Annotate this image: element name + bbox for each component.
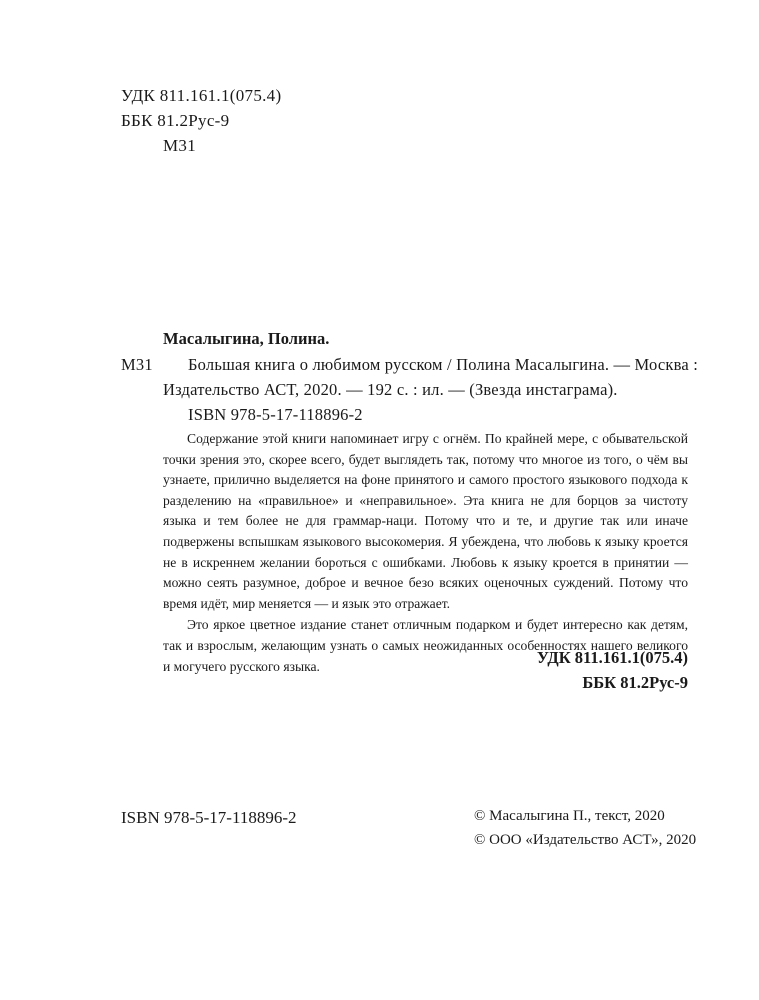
header-udk: УДК 811.161.1(075.4) [121,86,282,105]
annotation-paragraph-1: Содержание этой книги напоминает игру с огнём. По крайней мере, с обывательской точки зрения это, скорее всего, будет выглядеть так, потому что многое из того, о чём вы узнаете, прилично выделяется на фоне принятого и самого простого языкового подхода к разделению на «правильное» и «неправильное». Эта книга не для борцов за чистоту языка и тем более не для граммар-наци. Потому что и те, и другие так или иначе подвержены вспышкам языкового высокомерия. Я убеждена, что любовь к языку кроется не в искреннем желании бороться с ошибками. Любовь к языку кроется в принятии — можно сеять разумное, доброе и вечное безо всяких оценочных суждений. Потому что время идёт, мир меняется — и язык это отражает. [163,431,688,611]
record-title-line-2: Издательство АСТ, 2020. — 192 с. : ил. — (Звезда инстаграма). [163,380,618,399]
annotation-paragraph-2: Это яркое цветное издание станет отличным подарком и будет интересно как детям, так и взрослым, желающим узнать о самых неожиданных особенностях нашего великого и могучего русского языка. [163,617,688,674]
header-author-mark: М31 [163,136,197,155]
footer-isbn: ISBN 978-5-17-118896-2 [121,808,297,827]
record-title-line-1: Большая книга о любимом русском / Полина Масалыгина. — Москва : [188,355,699,374]
classification-bbk: ББК 81.2Рус-9 [582,673,688,692]
record-author: Масалыгина, Полина. [163,329,330,348]
record-isbn: ISBN 978-5-17-118896-2 [188,405,363,424]
footer-copyright-publisher: © ООО «Издательство АСТ», 2020 [474,832,697,848]
annotation [163,429,688,677]
footer-copyright-text: © Масалыгина П., текст, 2020 [474,808,665,824]
record-mark: М31 [121,355,153,374]
header-bbk: ББК 81.2Рус-9 [121,111,230,130]
classification-udk: УДК 811.161.1(075.4) [536,648,688,667]
